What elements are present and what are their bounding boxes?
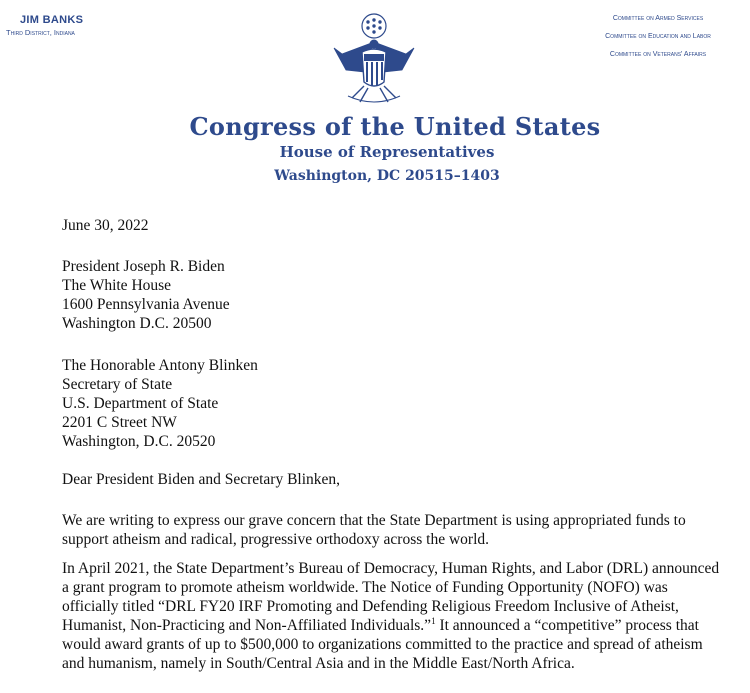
address-line: 1600 Pennsylvania Avenue [62,296,230,313]
letterhead-congress: Congress of the United States [189,112,601,141]
address-line: 2201 C Street NW [62,414,177,431]
letter-date: June 30, 2022 [62,217,149,234]
committee-item: Committee on Armed Services [612,15,704,22]
address-line: The White House [62,277,172,294]
eagle-seal-icon [324,12,424,112]
recipient-address-president [62,257,230,333]
address-line: Secretary of State [62,376,173,393]
committee-item: Committee on Education and Labor [605,33,711,40]
address-line: Washington D.C. 20500 [62,315,212,332]
member-district: Third District, Indiana [6,28,75,37]
letterhead-address: Washington, DC 20515–1403 [274,168,500,184]
paragraph-2 [62,559,722,673]
committee-list [598,14,718,68]
address-line: President Joseph R. Biden [62,258,225,275]
paragraph-2-text-continued: It announced a “competitive” process that would award grants of up to $500,000 to organizations committed to the practice and spread of atheism and humanism, namely in South/Central Asia and in the Middle East/North Africa. [62,617,703,672]
member-block [6,14,83,37]
committee-item: Committee on Veterans' Affairs [609,51,707,58]
member-name: JIM BANKS [20,14,84,26]
footnote-marker: 1 [431,615,436,626]
salutation: Dear President Biden and Secretary Blinken, [62,471,341,488]
paragraph-2-text: In April 2021, the State Department’s Bureau of Democracy, Human Rights, and Labor (DRL) announced a grant program to promote atheism worldwide. The Notice of Funding Opportunity (NOFO) was officially titled “DRL FY20 IRF Promoting and Defending Religious Freedom Inclusive of Atheist, Humanist, Non-Practicing and Non-Affiliated Individuals.” [62,560,720,634]
paragraph-1: We are writing to express our grave concern that the State Department is using appropriated funds to support atheism and radical, progressive orthodoxy across the world. [62,512,686,548]
recipient-address-secretary [62,356,258,451]
address-line: U.S. Department of State [62,395,219,412]
address-line: The Honorable Antony Blinken [62,357,258,374]
address-line: Washington, D.C. 20520 [62,433,216,450]
letterhead-house: House of Representatives [279,143,495,161]
